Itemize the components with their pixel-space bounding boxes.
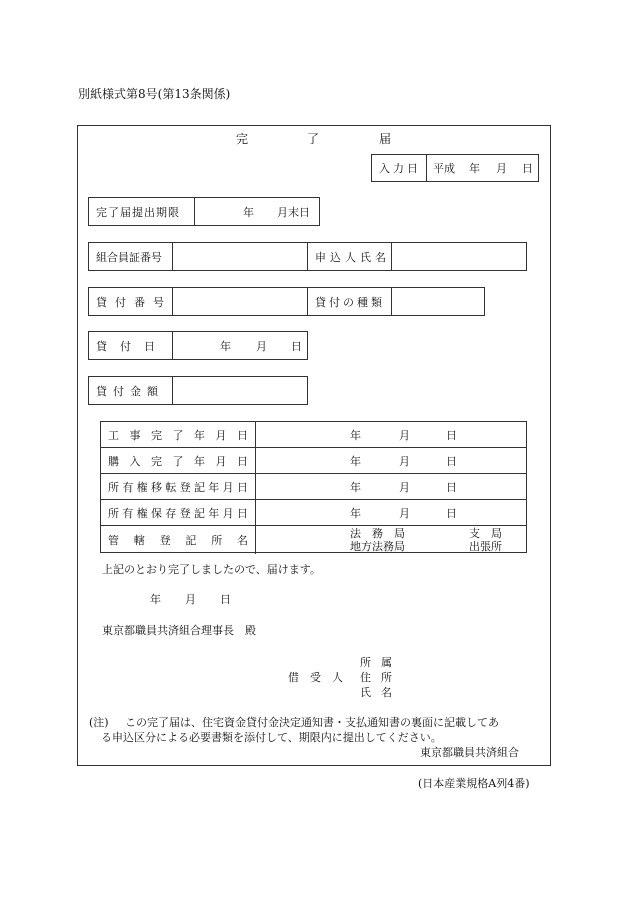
loan-date-month: 月 [256, 339, 267, 353]
table-row [101, 474, 526, 500]
registry-row [101, 526, 526, 554]
branch-office: 出張所 [469, 540, 502, 553]
entry-date-year: 年 [469, 162, 480, 175]
member-number-label: 組合員証番号 [89, 243, 173, 270]
borrower-label: 借受人 [288, 671, 354, 684]
note-organization: 東京都職員共済組合 [420, 746, 519, 759]
loan-type-label: 貸付の種類 [308, 288, 392, 315]
loan-type-box [307, 287, 485, 316]
entry-date-box [371, 154, 539, 182]
borrower-name: 氏名 [360, 686, 402, 699]
sign-date-month: 月 [185, 593, 196, 606]
registry-label: 管 轄 登 記 所 名 [108, 534, 248, 547]
paper-size-label: (日本産業規格A列4番) [418, 777, 530, 790]
registry-value [255, 526, 526, 554]
row-value: 年 月 日 [255, 448, 526, 473]
deadline-label: 完了届提出期限 [89, 198, 195, 225]
deadline-box [88, 197, 320, 226]
loan-amount-label: 貸付金額 [89, 377, 173, 404]
sign-date-day: 日 [220, 593, 231, 606]
row-label: 所 有 権 移 転 登 記 年 月 日 [108, 480, 248, 494]
note-line-2: る申込区分による必要書類を添付して、期限内に提出してください。 [101, 731, 442, 744]
row-label: 所 有 権 保 存 登 記 年 月 日 [108, 506, 248, 520]
local-legal-bureau: 地方法務局 [350, 540, 405, 553]
loan-date-year: 年 [220, 339, 231, 353]
deadline-year: 年 [243, 205, 254, 219]
entry-date-month: 月 [496, 162, 507, 175]
form-title-char-2: 了 [307, 132, 320, 146]
row-label: 購 入 完 了 年 月 日 [108, 454, 248, 468]
table-row [101, 422, 526, 448]
entry-date-era: 平成 [433, 162, 455, 175]
statement-text: 上記のとおり完了しましたので、届けます。 [102, 563, 321, 576]
loan-date-day: 日 [291, 339, 302, 353]
applicant-name-box [307, 242, 527, 271]
table-row [101, 448, 526, 474]
loan-date-box [88, 331, 308, 360]
deadline-month-end: 月末日 [277, 205, 310, 219]
row-value: 年 月 日 [255, 474, 526, 499]
loan-date-label: 貸付日 [89, 332, 173, 359]
addressee: 東京都職員共済組合理事長 殿 [102, 624, 256, 637]
row-value: 年 月 日 [255, 500, 526, 525]
note-prefix: (注) [89, 716, 109, 729]
entry-date-day: 日 [522, 162, 533, 175]
form-title-char-1: 完 [236, 132, 249, 146]
form-number-label: 別紙様式第8号(第13条関係) [78, 87, 231, 101]
loan-number-label: 貸付番号 [89, 288, 173, 315]
borrower-address: 住所 [360, 671, 402, 684]
entry-date-label: 入力日 [372, 155, 427, 181]
note-line-1: この完了届は、住宅資金貸付金決定通知書・支払通知書の裏面に記載してあ [125, 716, 499, 729]
row-label: 工 事 完 了 年 月 日 [108, 428, 248, 442]
table-row [101, 500, 526, 526]
loan-amount-box [88, 376, 308, 405]
form-title-char-3: 届 [379, 132, 392, 146]
loan-number-box [88, 287, 308, 316]
sign-date-year: 年 [150, 593, 161, 606]
legal-bureau: 法 務 局 [350, 527, 405, 540]
borrower-affiliation: 所属 [360, 656, 402, 669]
branch-bureau: 支 局 [469, 527, 502, 540]
applicant-name-label: 申込人氏名 [308, 243, 392, 270]
row-value: 年 月 日 [255, 422, 526, 447]
member-number-box [88, 242, 308, 271]
completion-dates-table [100, 421, 527, 553]
